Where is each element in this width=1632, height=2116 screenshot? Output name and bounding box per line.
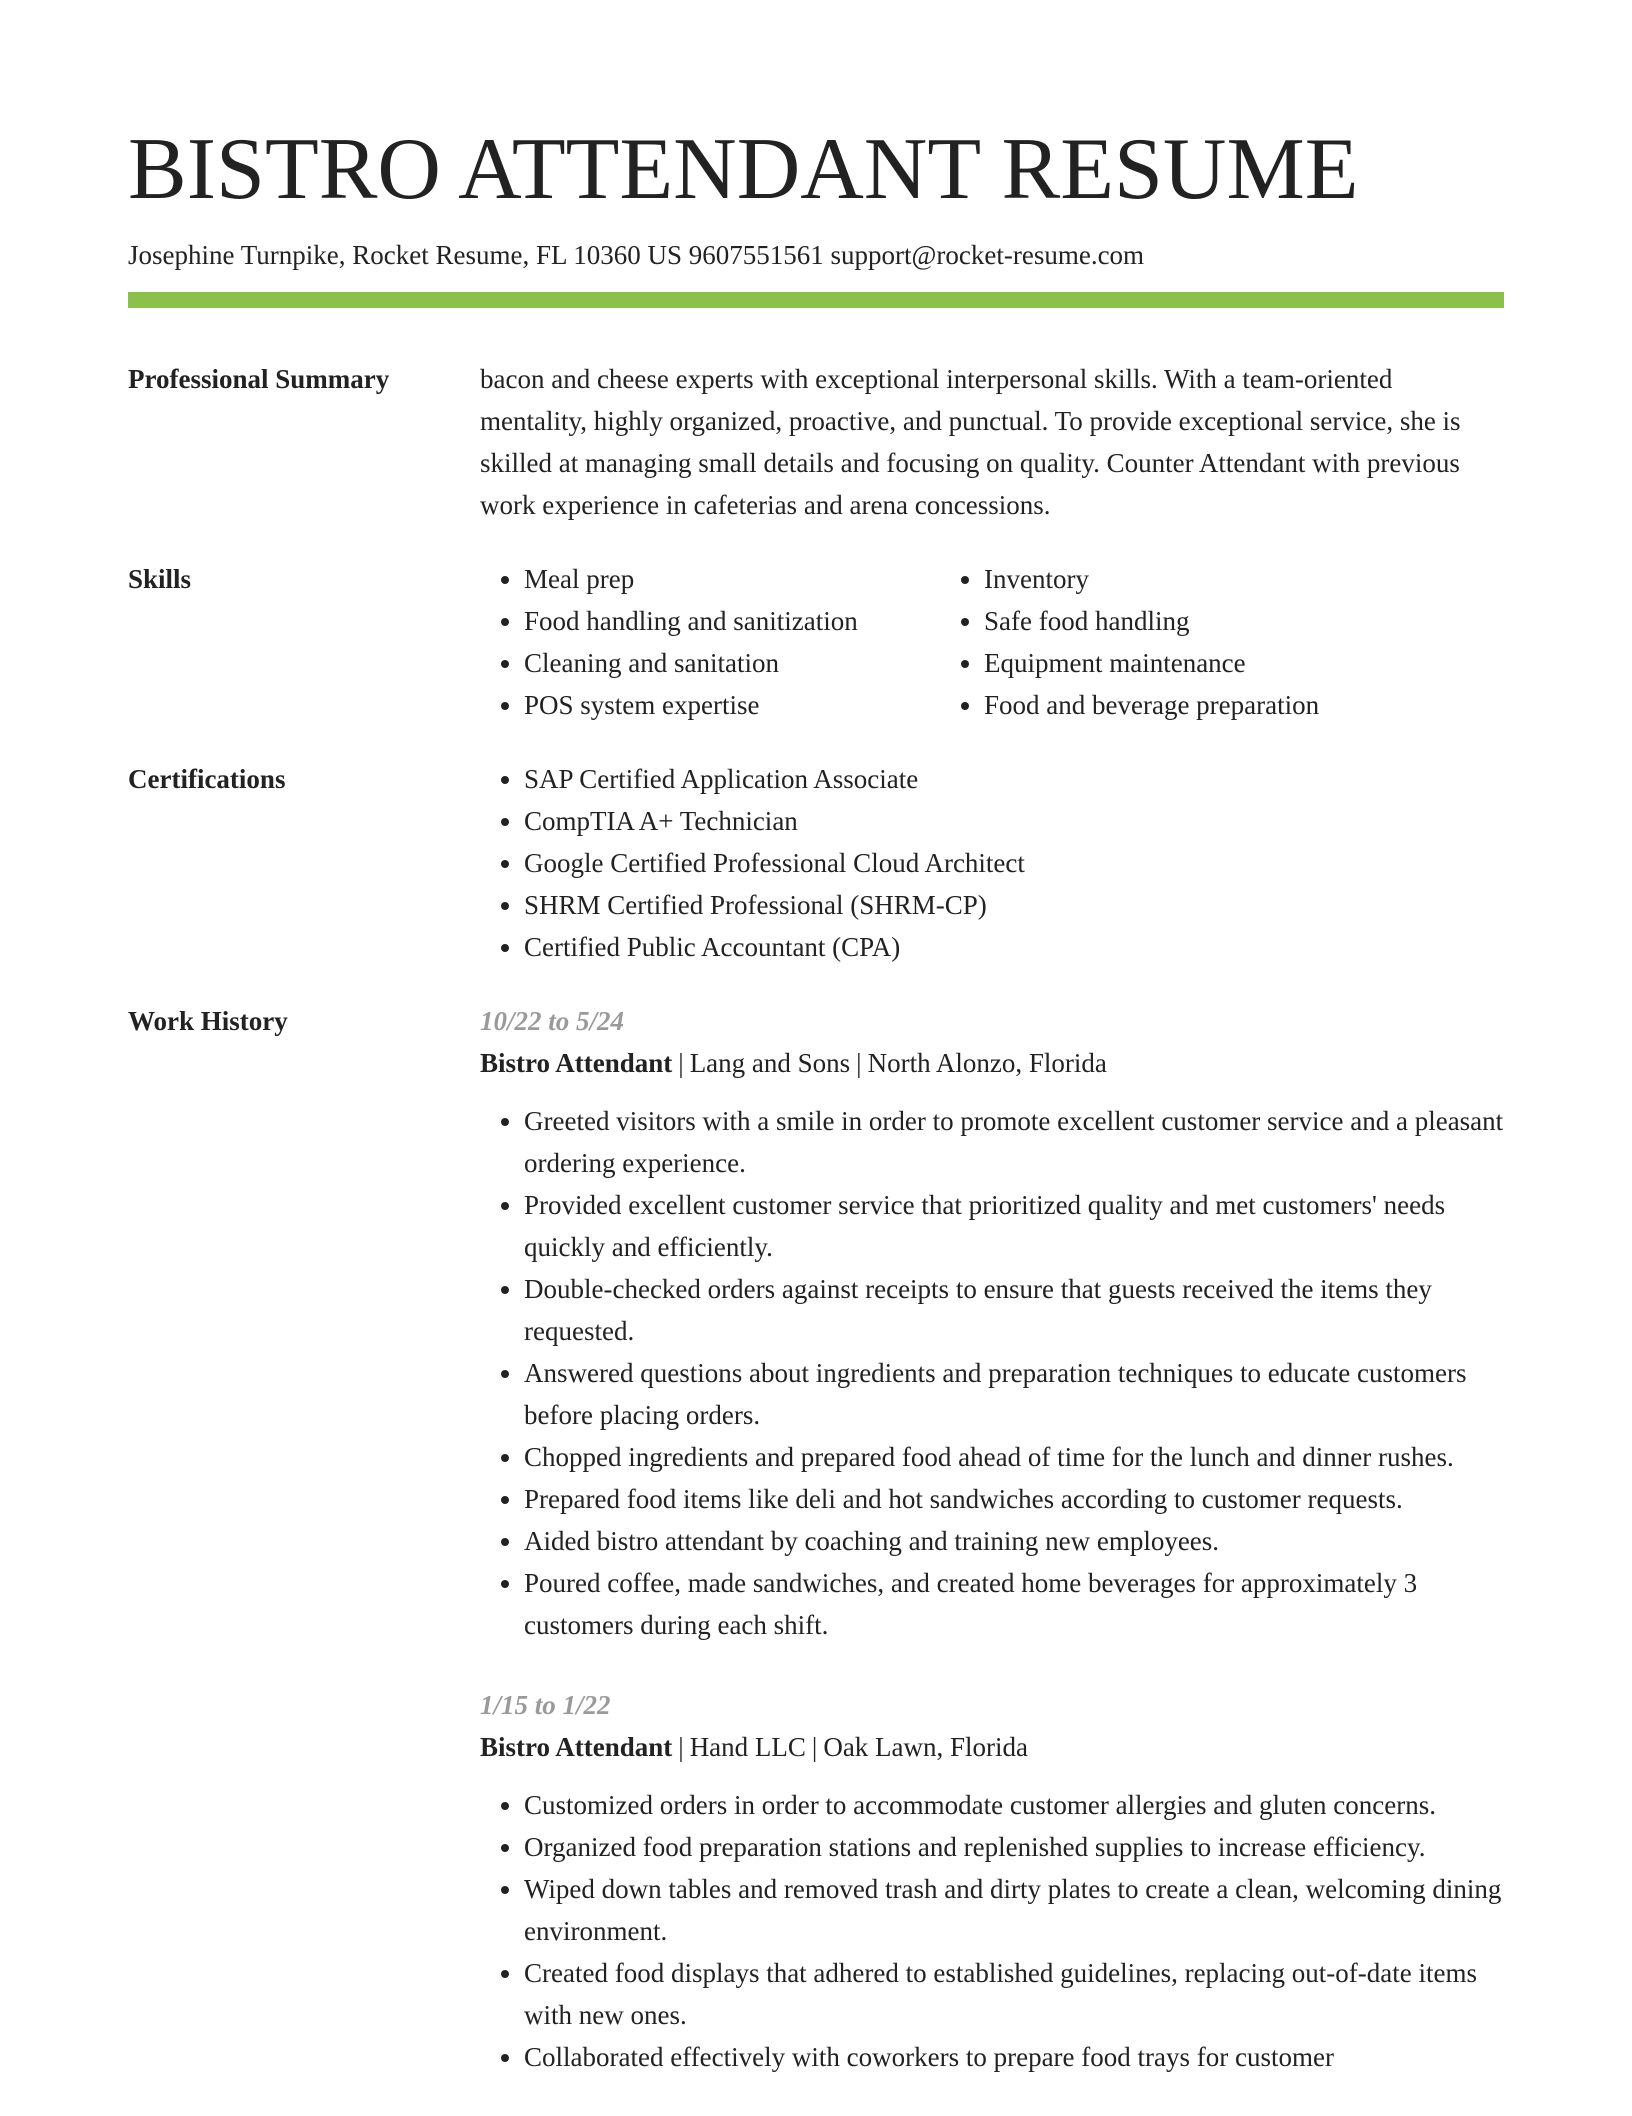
contact-state-zip: FL 10360 (536, 240, 641, 270)
contact-city: Rocket Resume, (352, 240, 530, 270)
certifications-label: Certifications (128, 764, 286, 794)
contact-name: Josephine Turnpike, (128, 240, 346, 270)
job-bullet: • Answered questions about ingredients and preparation techniques to educate customers before placing orders. (524, 1352, 1504, 1436)
job-bullet: • Double-checked orders against receipts to ensure that guests received the items they requested. (524, 1268, 1504, 1352)
job-bullet: • Provided excellent customer service that prioritized quality and met customers' needs quickly and efficiently. (524, 1184, 1504, 1268)
job-title: Bistro Attendant (480, 1732, 673, 1762)
job-dates: 10/22 to 5/24 (480, 1006, 625, 1036)
contact-email: support@rocket-resume.com (830, 240, 1145, 270)
skill-item: • Equipment maintenance (984, 642, 1400, 684)
header-divider (128, 292, 1504, 308)
job-separator: | (811, 1732, 818, 1762)
job-bullet: • Collaborated effectively with coworkers to prepare food trays for customer (524, 2036, 1504, 2078)
job-title-line (480, 1042, 1504, 1084)
certification-item: • CompTIA A+ Technician (524, 800, 1504, 842)
skill-item: • Cleaning and sanitation (524, 642, 940, 684)
skills-section (128, 558, 1504, 726)
job-bullet: • Wiped down tables and removed trash and dirty plates to create a clean, welcoming dining environment. (524, 1868, 1504, 1952)
summary-label: Professional Summary (128, 364, 390, 394)
skill-item: • Food and beverage preparation (984, 684, 1400, 726)
job-bullets (480, 1784, 1504, 2078)
certification-item: • SHRM Certified Professional (SHRM-CP) (524, 884, 1504, 926)
job-bullet: • Organized food preparation stations and replenished supplies to increase efficiency. (524, 1826, 1504, 1868)
job-dates: 1/15 to 1/22 (480, 1690, 611, 1720)
contact-line (128, 236, 1504, 274)
skills-body (480, 558, 1504, 726)
certification-item: • Google Certified Professional Cloud Architect (524, 842, 1504, 884)
certifications-section (128, 758, 1504, 968)
summary-section (128, 358, 1504, 526)
job-entry (480, 1684, 1504, 2078)
skills-column-right (940, 558, 1400, 726)
job-separator: | (856, 1048, 862, 1078)
skill-item: • POS system expertise (524, 684, 940, 726)
job-location: North Alonzo, Florida (867, 1048, 1107, 1078)
work-history-label: Work History (128, 1006, 288, 1036)
skills-column-left (480, 558, 940, 726)
job-bullet: • Customized orders in order to accommodate customer allergies and gluten concerns. (524, 1784, 1504, 1826)
job-bullet: • Created food displays that adhered to established guidelines, replacing out-of-date items with new ones. (524, 1952, 1504, 2036)
job-company: Hand LLC (689, 1732, 806, 1762)
job-title-line (480, 1726, 1504, 1768)
certifications-list (480, 758, 1504, 968)
work-history-section (128, 1000, 1504, 2116)
job-entry (480, 1000, 1504, 1646)
job-separator: | (678, 1048, 684, 1078)
work-history-body (480, 1000, 1504, 2116)
certification-item: • Certified Public Accountant (CPA) (524, 926, 1504, 968)
skill-item: • Meal prep (524, 558, 940, 600)
summary-text: bacon and cheese experts with exceptional interpersonal skills. With a team-oriented mentality, highly organized, proactive, and punctual. To provide exceptional service, she is skilled at managing small details and focusing on quality. Counter Attendant with previous work experience in cafeterias and arena concessions. (480, 364, 1461, 520)
job-bullet: • Poured coffee, made sandwiches, and created home beverages for approximately 3 customers during each shift. (524, 1562, 1504, 1646)
skill-item: • Inventory (984, 558, 1400, 600)
skill-item: • Food handling and sanitization (524, 600, 940, 642)
certifications-body (480, 758, 1504, 968)
resume-title: BISTRO ATTENDANT RESUME (128, 121, 1359, 218)
job-separator: | (678, 1732, 684, 1762)
skill-item: • Safe food handling (984, 600, 1400, 642)
job-location: Oak Lawn, Florida (823, 1732, 1029, 1762)
job-bullet: • Prepared food items like deli and hot sandwiches according to customer requests. (524, 1478, 1504, 1520)
job-bullet: • Aided bistro attendant by coaching and training new employees. (524, 1520, 1504, 1562)
job-bullet: • Greeted visitors with a smile in order to promote excellent customer service and a pleasant ordering experience. (524, 1100, 1504, 1184)
job-bullet: • Chopped ingredients and prepared food ahead of time for the lunch and dinner rushes. (524, 1436, 1504, 1478)
contact-phone: 9607551561 (688, 240, 824, 270)
contact-country: US (647, 240, 683, 270)
job-title: Bistro Attendant (480, 1048, 673, 1078)
job-company: Lang and Sons (689, 1048, 851, 1078)
job-bullets (480, 1100, 1504, 1646)
skills-label: Skills (128, 564, 192, 594)
summary-body (480, 358, 1504, 526)
certification-item: • SAP Certified Application Associate (524, 758, 1504, 800)
